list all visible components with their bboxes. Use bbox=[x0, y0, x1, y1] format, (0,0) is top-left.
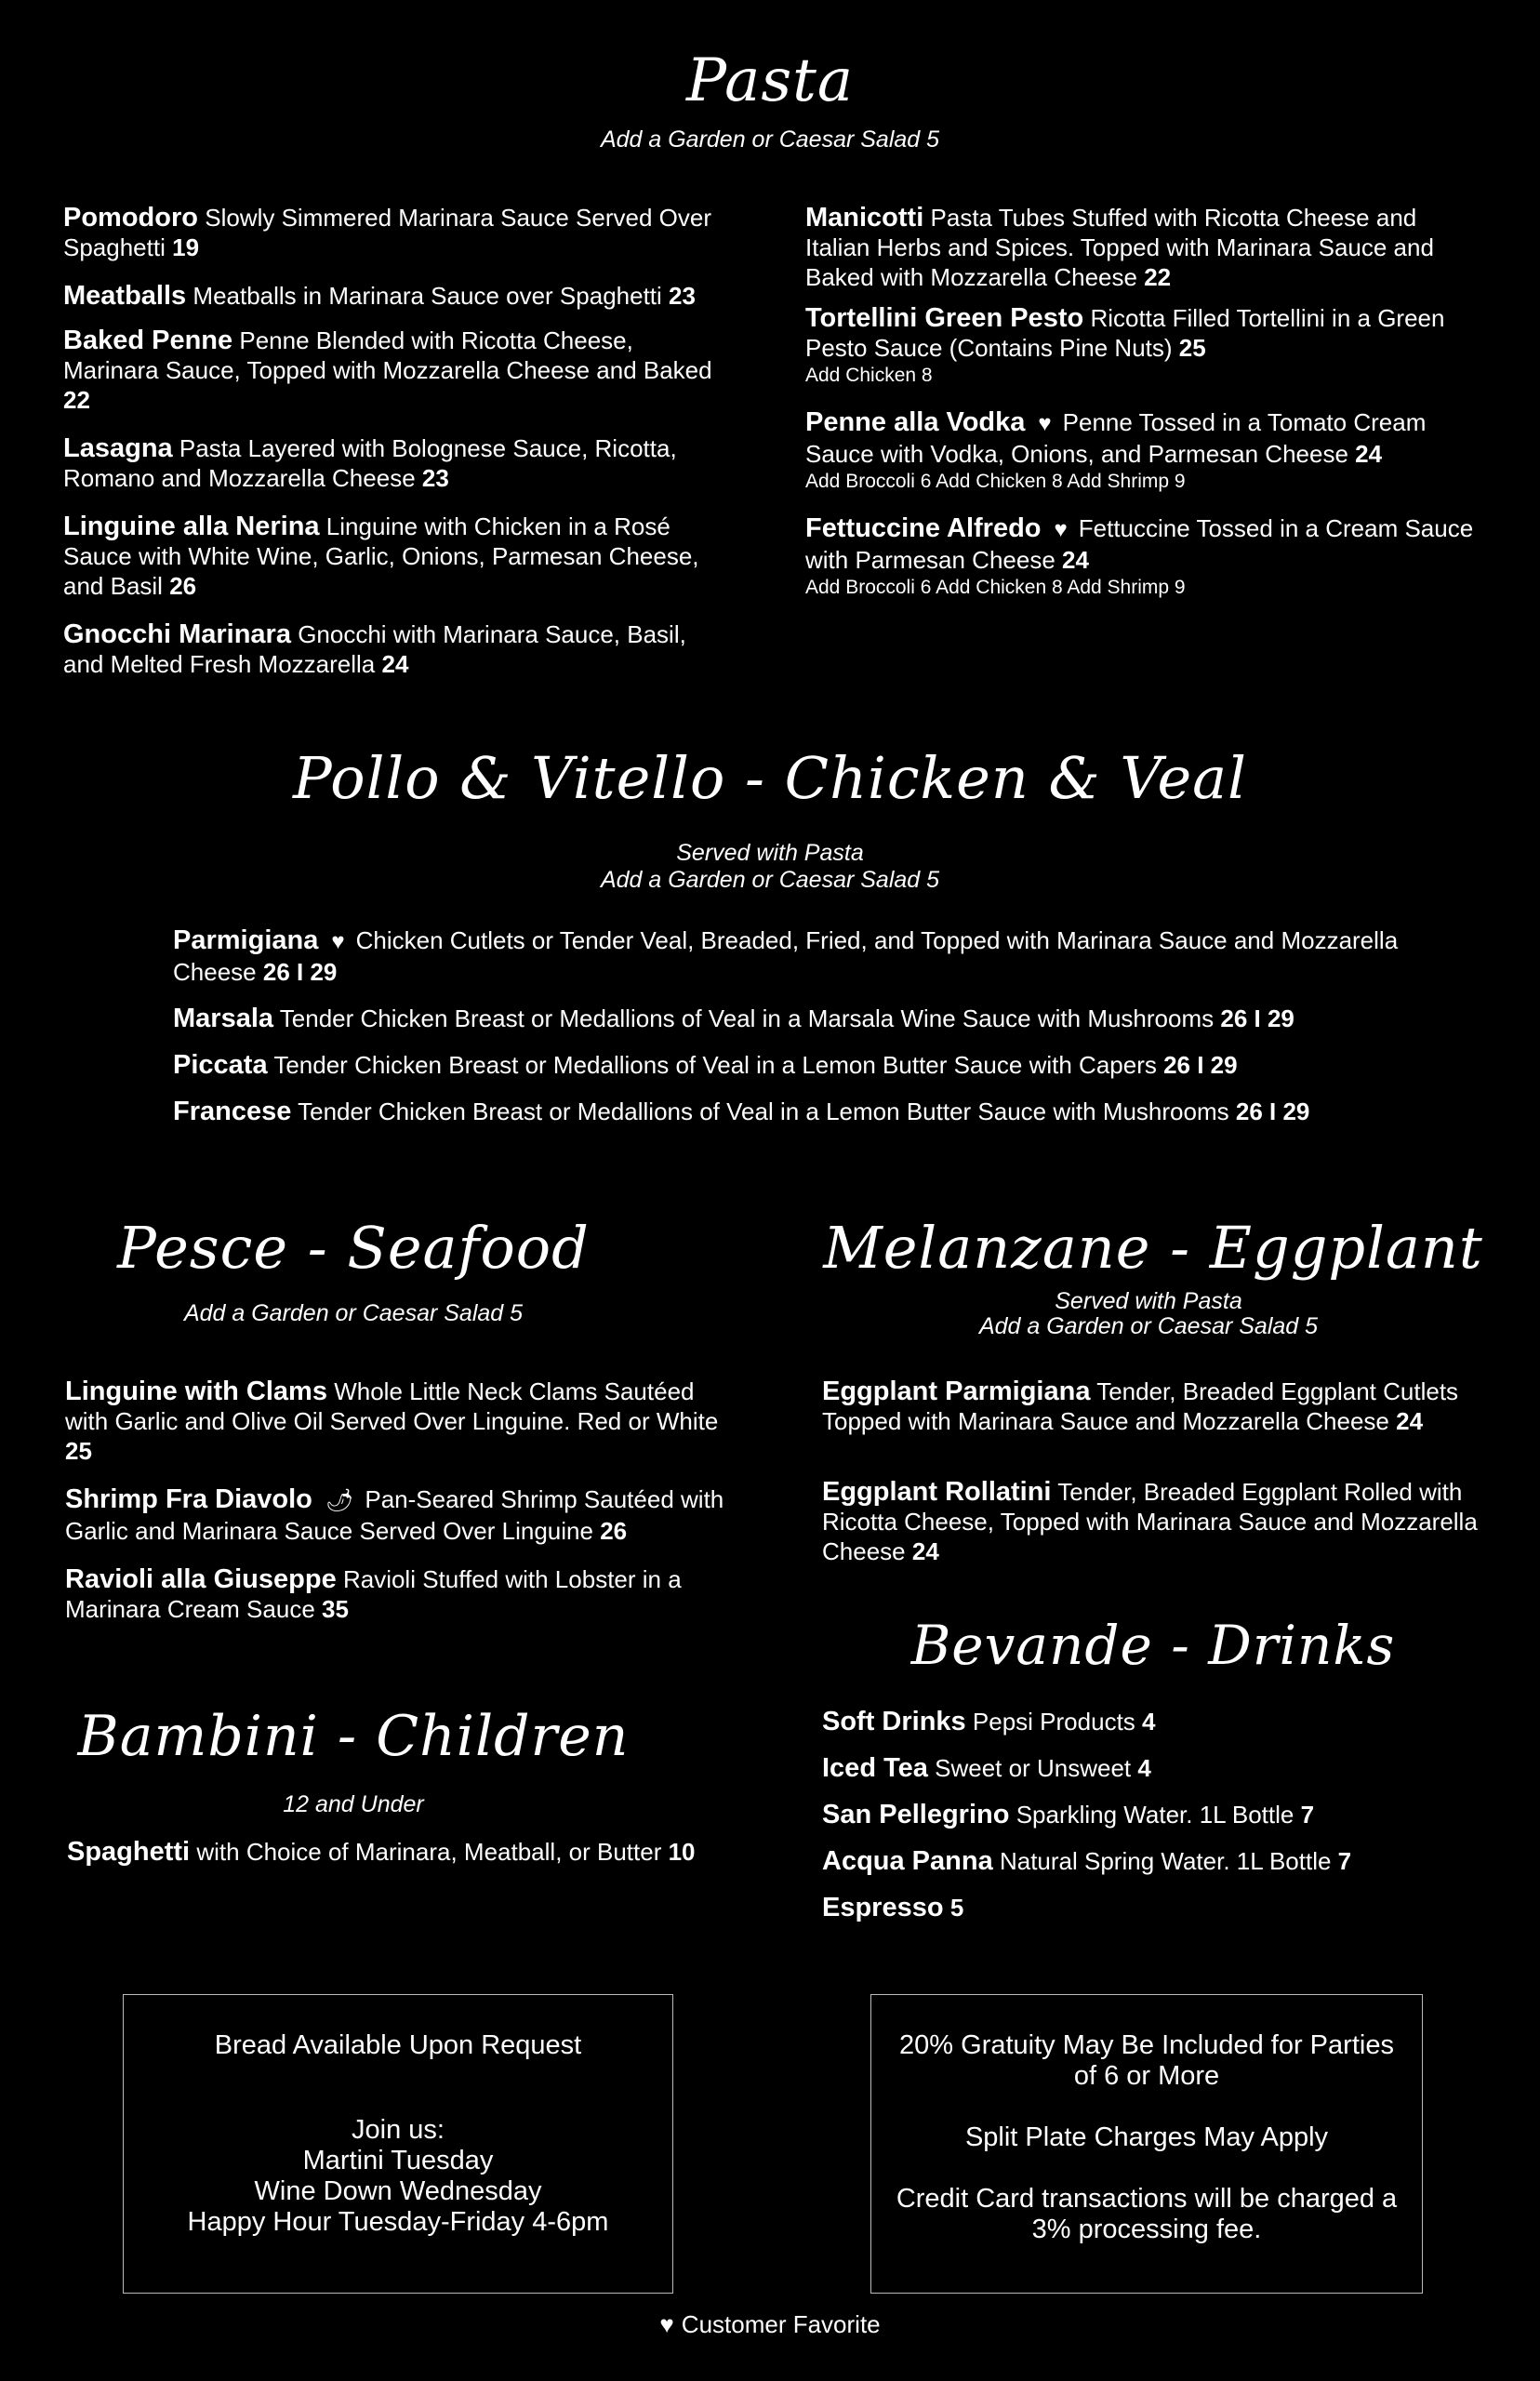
credit-card-note: Credit Card transactions will be charged a 3% processing fee. bbox=[896, 2184, 1398, 2244]
menu-item-piccata: Piccata Tender Chicken Breast or Medallions of Veal in a Lemon Butter Sauce with Capers 26 I 29 bbox=[173, 1050, 1238, 1080]
menu-item-shrimp-fra-diavolo: Shrimp Fra Diavolo 🌶 Pan-Seared Shrimp Sautéed with Garlic and Marinara Sauce Served Over Linguine 26 bbox=[65, 1484, 724, 1545]
pasta-left-column bbox=[63, 203, 733, 698]
menu-item-francese: Francese Tender Chicken Breast or Medallions of Veal in a Lemon Butter Sauce with Mushrooms 26 I 29 bbox=[173, 1097, 1310, 1126]
heart-icon: ♥ bbox=[659, 2310, 674, 2338]
menu-item-lasagna: Lasagna Pasta Layered with Bolognese Sauce, Ricotta, Romano and Mozzarella Cheese 23 bbox=[63, 433, 677, 492]
bevande-items bbox=[822, 1707, 1492, 1941]
menu-item-eggplant-parmigiana: Eggplant Parmigiana Tender, Breaded Eggplant Cutlets Topped with Marinara Sauce and Mozzarella Cheese 24 bbox=[822, 1377, 1459, 1435]
info-box-right bbox=[870, 1994, 1423, 2294]
menu-item-spaghetti: Spaghetti with Choice of Marinara, Meatball, or Butter 10 bbox=[67, 1837, 696, 1867]
heart-icon: ♥ bbox=[331, 929, 345, 954]
pasta-right-column bbox=[805, 203, 1484, 619]
menu-item-fettuccine-alfredo: Fettuccine Alfredo ♥ Fettuccine Tossed in a Cream Sauce with Parmesan Cheese 24 Add Broccoli 6 Add Chicken 8 Add Shrimp 9 bbox=[805, 513, 1474, 598]
pollo-title: Pollo & Vitello - Chicken & Veal bbox=[293, 744, 1247, 812]
menu-item-penne-alla-vodka: Penne alla Vodka ♥ Penne Tossed in a Tomato Cream Sauce with Vodka, Onions, and Parmesan Cheese 24 Add Broccoli 6 Add Chicken 8 Add Shrimp 9 bbox=[805, 407, 1427, 492]
menu-item-acqua-panna: Acqua Panna Natural Spring Water. 1L Bottle 7 bbox=[822, 1846, 1352, 1876]
menu-item-linguine-with-clams: Linguine with Clams Whole Little Neck Clams Sautéed with Garlic and Olive Oil Served Over Linguine. Red or White 25 bbox=[65, 1377, 719, 1465]
menu-item-pomodoro: Pomodoro Slowly Simmered Marinara Sauce Served Over Spaghetti 19 bbox=[63, 203, 711, 261]
melanzane-subtitle-salad: Add a Garden or Caesar Salad 5 bbox=[978, 1313, 1319, 1339]
melanzane-title: Melanzane - Eggplant bbox=[823, 1214, 1483, 1282]
menu-item-baked-penne: Baked Penne Penne Blended with Ricotta Cheese, Marinara Sauce, Topped with Mozzarella Cheese and Baked 22 bbox=[63, 326, 712, 414]
pollo-subtitle-salad: Add a Garden or Caesar Salad 5 bbox=[600, 867, 940, 893]
menu-item-espresso: Espresso 5 bbox=[822, 1893, 964, 1922]
melanzane-subtitle-served: Served with Pasta bbox=[1055, 1288, 1242, 1314]
pasta-title: Pasta bbox=[685, 47, 855, 115]
happy-hour: Happy Hour Tuesday-Friday 4-6pm bbox=[187, 2207, 609, 2237]
menu-item-tortellini-green-pesto: Tortellini Green Pesto Ricotta Filled Tortellini in a Green Pesto Sauce (Contains Pine Nuts) 25 Add Chicken 8 bbox=[805, 303, 1445, 386]
menu-item-eggplant-rollatini: Eggplant Rollatini Tender, Breaded Eggplant Rolled with Ricotta Cheese, Topped with Marinara Sauce and Mozzarella Cheese 24 bbox=[822, 1477, 1478, 1565]
info-box-left bbox=[123, 1994, 673, 2294]
legend bbox=[0, 2310, 1540, 2339]
menu-item-manicotti: Manicotti Pasta Tubes Stuffed with Ricotta Cheese and Italian Herbs and Spices. Topped with Marinara Sauce and Baked with Mozzarella Cheese 22 bbox=[805, 203, 1434, 291]
pesce-items bbox=[65, 1377, 735, 1643]
martini-tuesday: Martini Tuesday bbox=[302, 2146, 494, 2175]
bambini-title: Bambini - Children bbox=[77, 1704, 630, 1769]
bevande-title: Bevande - Drinks bbox=[910, 1614, 1396, 1677]
pesce-subtitle: Add a Garden or Caesar Salad 5 bbox=[183, 1300, 524, 1326]
menu-item-gnocchi-marinara: Gnocchi Marinara Gnocchi with Marinara Sauce, Basil, and Melted Fresh Mozzarella 24 bbox=[63, 619, 686, 678]
split-plate-note: Split Plate Charges May Apply bbox=[964, 2122, 1329, 2152]
heart-icon: ♥ bbox=[1038, 411, 1052, 436]
menu-item-soft-drinks: Soft Drinks Pepsi Products 4 bbox=[822, 1707, 1156, 1736]
menu-item-san-pellegrino: San Pellegrino Sparkling Water. 1L Bottle 7 bbox=[822, 1800, 1315, 1829]
menu-item-meatballs: Meatballs Meatballs in Marinara Sauce over Spaghetti 23 bbox=[63, 281, 696, 311]
menu-item-linguine-alla-nerina: Linguine alla Nerina Linguine with Chicken in a Rosé Sauce with White Wine, Garlic, Onions, Parmesan Cheese, and Basil 26 bbox=[63, 512, 699, 600]
bambini-items bbox=[67, 1837, 774, 1885]
gratuity-note: 20% Gratuity May Be Included for Parties of 6 or More bbox=[899, 2030, 1394, 2091]
menu-item-marsala: Marsala Tender Chicken Breast or Medallions of Veal in a Marsala Wine Sauce with Mushrooms 26 I 29 bbox=[173, 1004, 1294, 1033]
wine-down-wednesday: Wine Down Wednesday bbox=[254, 2176, 542, 2206]
pasta-subtitle: Add a Garden or Caesar Salad 5 bbox=[600, 126, 940, 153]
legend-text: Customer Favorite bbox=[681, 2310, 881, 2338]
bread-note: Bread Available Upon Request bbox=[214, 2030, 582, 2060]
melanzane-items bbox=[822, 1377, 1492, 1585]
heart-icon: ♥ bbox=[1054, 517, 1068, 542]
menu-item-parmigiana: Parmigiana ♥ Chicken Cutlets or Tender Veal, Breaded, Fried, and Topped with Marinara Sauce and Mozzarella Cheese 26 I 29 bbox=[173, 925, 1399, 986]
pollo-subtitle-served: Served with Pasta bbox=[676, 840, 864, 866]
pollo-items bbox=[173, 925, 1401, 1145]
bambini-subtitle: 12 and Under bbox=[283, 1791, 424, 1817]
join-us-label: Join us: bbox=[352, 2115, 445, 2145]
pesce-title: Pesce - Seafood bbox=[117, 1214, 590, 1282]
menu-item-ravioli-alla-giuseppe: Ravioli alla Giuseppe Ravioli Stuffed with Lobster in a Marinara Cream Sauce 35 bbox=[65, 1564, 682, 1623]
menu-item-iced-tea: Iced Tea Sweet or Unsweet 4 bbox=[822, 1753, 1151, 1783]
pepper-icon: 🌶 bbox=[325, 1488, 354, 1513]
